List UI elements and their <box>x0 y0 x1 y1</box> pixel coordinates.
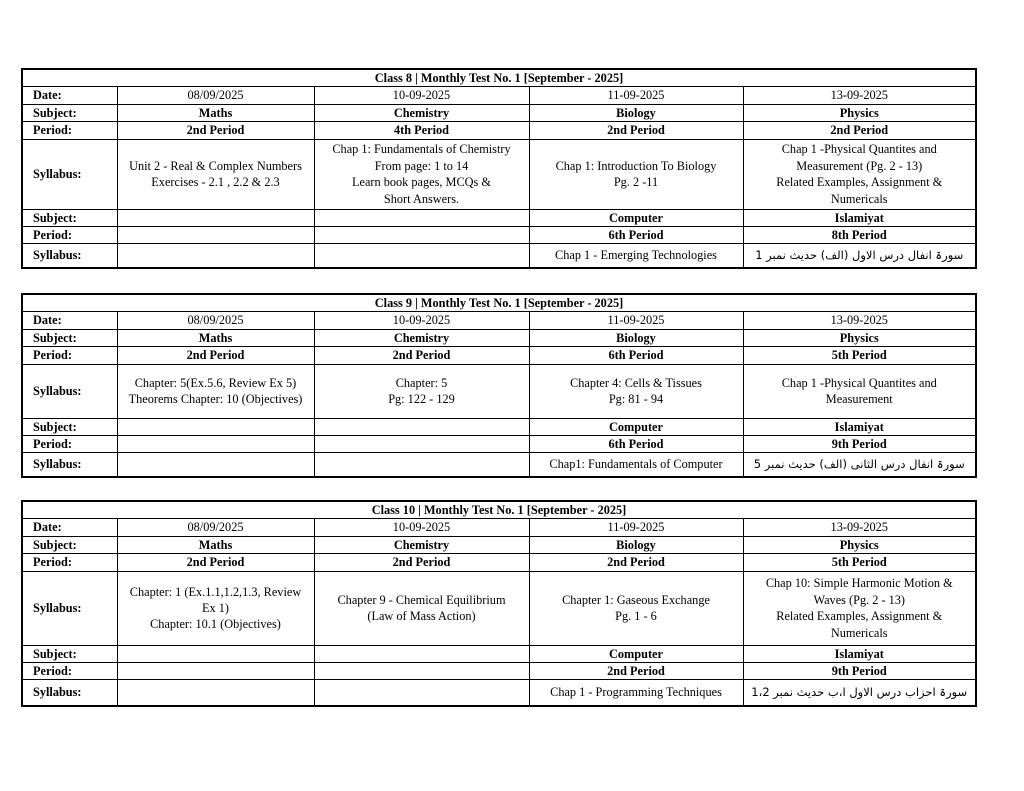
subject-cell <box>117 418 314 435</box>
period-cell: 2nd Period <box>743 122 976 139</box>
syllabus-cell-urdu: سورۃ انفال درس الثانی (الف) حدیث نمبر 5 <box>743 453 976 477</box>
subject-cell: Biology <box>529 536 743 553</box>
syllabus-row <box>22 364 976 418</box>
date-cell: 10-09-2025 <box>314 519 529 536</box>
syllabus-cell: Chap 1: Introduction To Biology Pg. 2 -11 <box>529 139 743 209</box>
date-row <box>22 312 976 329</box>
table-title-row <box>22 294 976 312</box>
subject-cell <box>117 209 314 226</box>
period-cell: 5th Period <box>743 554 976 571</box>
subject-row <box>22 104 976 121</box>
syllabus-cell: Chapter: 5 Pg: 122 - 129 <box>314 364 529 418</box>
period-row-2 <box>22 227 976 244</box>
date-cell: 10-09-2025 <box>314 312 529 329</box>
subject-cell <box>314 209 529 226</box>
syllabus-cell: Chap 1 - Emerging Technologies <box>529 244 743 268</box>
date-cell: 08/09/2025 <box>117 87 314 104</box>
subject-cell: Maths <box>117 536 314 553</box>
subject-cell: Biology <box>529 329 743 346</box>
syllabus-cell: Chapter: 5(Ex.5.6, Review Ex 5) Theorems Chapter: 10 (Objectives) <box>117 364 314 418</box>
subject-cell: Biology <box>529 104 743 121</box>
syllabus-row-2 <box>22 680 976 706</box>
date-cell: 11-09-2025 <box>529 87 743 104</box>
syllabus-label: Syllabus: <box>22 680 117 706</box>
subject-cell: Islamiyat <box>743 418 976 435</box>
period-label: Period: <box>22 227 117 244</box>
date-label: Date: <box>22 312 117 329</box>
table-title: Class 10 | Monthly Test No. 1 [September - 2025] <box>22 501 976 519</box>
subject-label: Subject: <box>22 418 117 435</box>
table-title: Class 8 | Monthly Test No. 1 [September - 2025] <box>22 69 976 87</box>
subject-cell: Islamiyat <box>743 645 976 662</box>
table-title-row <box>22 501 976 519</box>
period-cell <box>117 663 314 680</box>
period-cell: 8th Period <box>743 227 976 244</box>
syllabus-cell: Chap 1 - Programming Techniques <box>529 680 743 706</box>
subject-cell: Islamiyat <box>743 209 976 226</box>
period-row <box>22 122 976 139</box>
date-cell: 08/09/2025 <box>117 519 314 536</box>
period-cell: 2nd Period <box>314 554 529 571</box>
subject-cell <box>314 418 529 435</box>
syllabus-cell: Chap 1 -Physical Quantites and Measurement <box>743 364 976 418</box>
period-cell: 2nd Period <box>529 554 743 571</box>
syllabus-cell: Unit 2 - Real & Complex Numbers Exercises - 2.1 , 2.2 & 2.3 <box>117 139 314 209</box>
syllabus-cell: Chapter 4: Cells & Tissues Pg: 81 - 94 <box>529 364 743 418</box>
date-cell: 13-09-2025 <box>743 312 976 329</box>
subject-row-2 <box>22 645 976 662</box>
syllabus-cell: Chapter 9 - Chemical Equilibrium (Law of Mass Action) <box>314 571 529 645</box>
period-cell <box>117 436 314 453</box>
period-cell: 2nd Period <box>117 122 314 139</box>
date-cell: 13-09-2025 <box>743 519 976 536</box>
subject-label: Subject: <box>22 536 117 553</box>
period-cell: 6th Period <box>529 227 743 244</box>
period-cell: 5th Period <box>743 347 976 364</box>
syllabus-label: Syllabus: <box>22 571 117 645</box>
period-cell <box>314 663 529 680</box>
period-label: Period: <box>22 663 117 680</box>
subject-cell: Physics <box>743 536 976 553</box>
date-cell: 13-09-2025 <box>743 87 976 104</box>
syllabus-label: Syllabus: <box>22 244 117 268</box>
syllabus-cell: Chapter 1: Gaseous Exchange Pg. 1 - 6 <box>529 571 743 645</box>
syllabus-cell <box>117 244 314 268</box>
period-row <box>22 347 976 364</box>
period-label: Period: <box>22 347 117 364</box>
period-cell: 2nd Period <box>314 347 529 364</box>
syllabus-row-2 <box>22 244 976 268</box>
syllabus-cell <box>314 453 529 477</box>
period-cell: 4th Period <box>314 122 529 139</box>
period-cell: 9th Period <box>743 436 976 453</box>
subject-cell: Maths <box>117 329 314 346</box>
period-cell: 6th Period <box>529 436 743 453</box>
date-row <box>22 87 976 104</box>
period-cell: 2nd Period <box>117 347 314 364</box>
syllabus-cell-urdu: سورۃ احزاب درس الاول ا،ب حدیث نمبر 1،2 <box>743 680 976 706</box>
subject-cell: Computer <box>529 209 743 226</box>
date-cell: 11-09-2025 <box>529 312 743 329</box>
subject-cell: Physics <box>743 329 976 346</box>
date-label: Date: <box>22 87 117 104</box>
period-row <box>22 554 976 571</box>
subject-cell: Physics <box>743 104 976 121</box>
syllabus-label: Syllabus: <box>22 364 117 418</box>
table-title-row <box>22 69 976 87</box>
period-label: Period: <box>22 436 117 453</box>
syllabus-cell: Chap 1: Fundamentals of Chemistry From page: 1 to 14 Learn book pages, MCQs & Short Answers. <box>314 139 529 209</box>
syllabus-label: Syllabus: <box>22 139 117 209</box>
subject-row <box>22 536 976 553</box>
subject-cell: Chemistry <box>314 329 529 346</box>
period-cell: 2nd Period <box>117 554 314 571</box>
date-cell: 10-09-2025 <box>314 87 529 104</box>
syllabus-cell-urdu: سورۃ انفال درس الاول (الف) حدیث نمبر 1 <box>743 244 976 268</box>
syllabus-cell <box>314 244 529 268</box>
subject-label: Subject: <box>22 329 117 346</box>
subject-row <box>22 329 976 346</box>
syllabus-cell <box>117 680 314 706</box>
subject-cell <box>117 645 314 662</box>
class9-schedule-table <box>21 293 977 478</box>
subject-cell: Chemistry <box>314 104 529 121</box>
syllabus-cell <box>117 453 314 477</box>
subject-cell <box>314 645 529 662</box>
syllabus-cell <box>314 680 529 706</box>
syllabus-cell: Chapter: 1 (Ex.1.1,1.2,1.3, Review Ex 1) Chapter: 10.1 (Objectives) <box>117 571 314 645</box>
date-cell: 11-09-2025 <box>529 519 743 536</box>
period-label: Period: <box>22 554 117 571</box>
date-label: Date: <box>22 519 117 536</box>
syllabus-label: Syllabus: <box>22 453 117 477</box>
period-row-2 <box>22 436 976 453</box>
subject-row-2 <box>22 418 976 435</box>
subject-label: Subject: <box>22 104 117 121</box>
period-cell: 6th Period <box>529 347 743 364</box>
syllabus-row <box>22 571 976 645</box>
subject-label: Subject: <box>22 645 117 662</box>
period-cell: 2nd Period <box>529 663 743 680</box>
period-cell <box>117 227 314 244</box>
syllabus-row-2 <box>22 453 976 477</box>
syllabus-cell: Chap1: Fundamentals of Computer <box>529 453 743 477</box>
period-cell: 9th Period <box>743 663 976 680</box>
period-cell <box>314 227 529 244</box>
period-row-2 <box>22 663 976 680</box>
date-row <box>22 519 976 536</box>
period-cell: 2nd Period <box>529 122 743 139</box>
syllabus-cell: Chap 10: Simple Harmonic Motion & Waves (Pg. 2 - 13) Related Examples, Assignment & Numericals <box>743 571 976 645</box>
subject-cell: Computer <box>529 645 743 662</box>
subject-cell: Chemistry <box>314 536 529 553</box>
syllabus-cell: Chap 1 -Physical Quantites and Measurement (Pg. 2 - 13) Related Examples, Assignment & Numericals <box>743 139 976 209</box>
subject-cell: Computer <box>529 418 743 435</box>
period-label: Period: <box>22 122 117 139</box>
period-cell <box>314 436 529 453</box>
syllabus-row <box>22 139 976 209</box>
class8-schedule-table <box>21 68 977 269</box>
subject-row-2 <box>22 209 976 226</box>
subject-label: Subject: <box>22 209 117 226</box>
class10-schedule-table <box>21 500 977 707</box>
date-cell: 08/09/2025 <box>117 312 314 329</box>
subject-cell: Maths <box>117 104 314 121</box>
table-title: Class 9 | Monthly Test No. 1 [September - 2025] <box>22 294 976 312</box>
